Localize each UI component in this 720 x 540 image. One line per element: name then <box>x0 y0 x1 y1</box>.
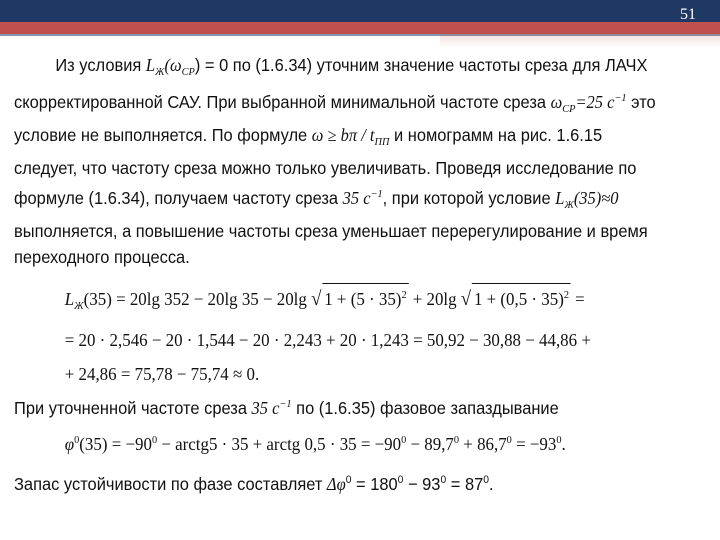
slide-content <box>14 52 663 497</box>
paragraph-phase: При уточненной частоте среза 35 $с^{-1}$ по (1.6.35) фазовое запаздывание <box>14 398 559 418</box>
paragraph-condition: Из условия $L_Ж(\omega_{СР}) = 0$ по (1.6.34) уточним значение частоты среза для ЛАЧХ скорректированной САУ. При выбранной минимальной частоте среза $\omega_{СР}=25$ $с^{-1}$ это условие не выполняется. По формуле $\omega \ge b\pi / t_{ПП}$ и номограмм на рис. 1.6.15 следует, что частоту среза можно только увеличивать. Проведя исследование по формуле (1.6.34), получаем частоту среза 35 $с^{-1}$, при которой условие $L_Ж(35)\approx 0$ выполняется, а повышение частоты среза уменьшает перерегулирование и время переходного процесса. <box>14 55 656 267</box>
equation-phase: $\varphi^0(35) = -90^0$ − arctg5 · 35 + arctg $0,5 \cdot 35 = -90^0 - 89,7^0 + 86,7^0 = -93^0$. <box>64 434 566 454</box>
radicand: $1 + (0,5 \cdot 35)^2$ <box>472 283 571 310</box>
sqrt-icon: √ <box>460 288 472 310</box>
equation-magnitude-cont: = 20 · 2,546 − 20 · 1,544 − 20 · 2,243 + 20 · 1,243 = 50,92 − 30,88 − 44,86 + <box>64 330 591 350</box>
equation-magnitude: $L_Ж(35) = 20\lg$ 352 − 20lg 35 − 20lg √ $1 + (5 \cdot 35)^2 + 20\lg$ √ $1 + (0,5 \cdot 35)^2$ = <box>65 282 663 323</box>
header-corner-shade <box>440 34 720 48</box>
radicand: $1 + (5 \cdot 35)^2$ <box>322 283 408 310</box>
paragraph-margin: Запас устойчивости по фазе составляет $\Delta\varphi^0 = 180^0 - 93^0 = 87^0$. <box>14 474 494 494</box>
sqrt-icon: √ <box>311 288 322 310</box>
equation-magnitude-result: + 24,86 = 75,78 − 75,74 ≈ 0. <box>64 364 260 384</box>
page-number: 51 <box>680 6 696 23</box>
header-accent-bar <box>0 22 720 34</box>
header-bar <box>0 0 720 22</box>
